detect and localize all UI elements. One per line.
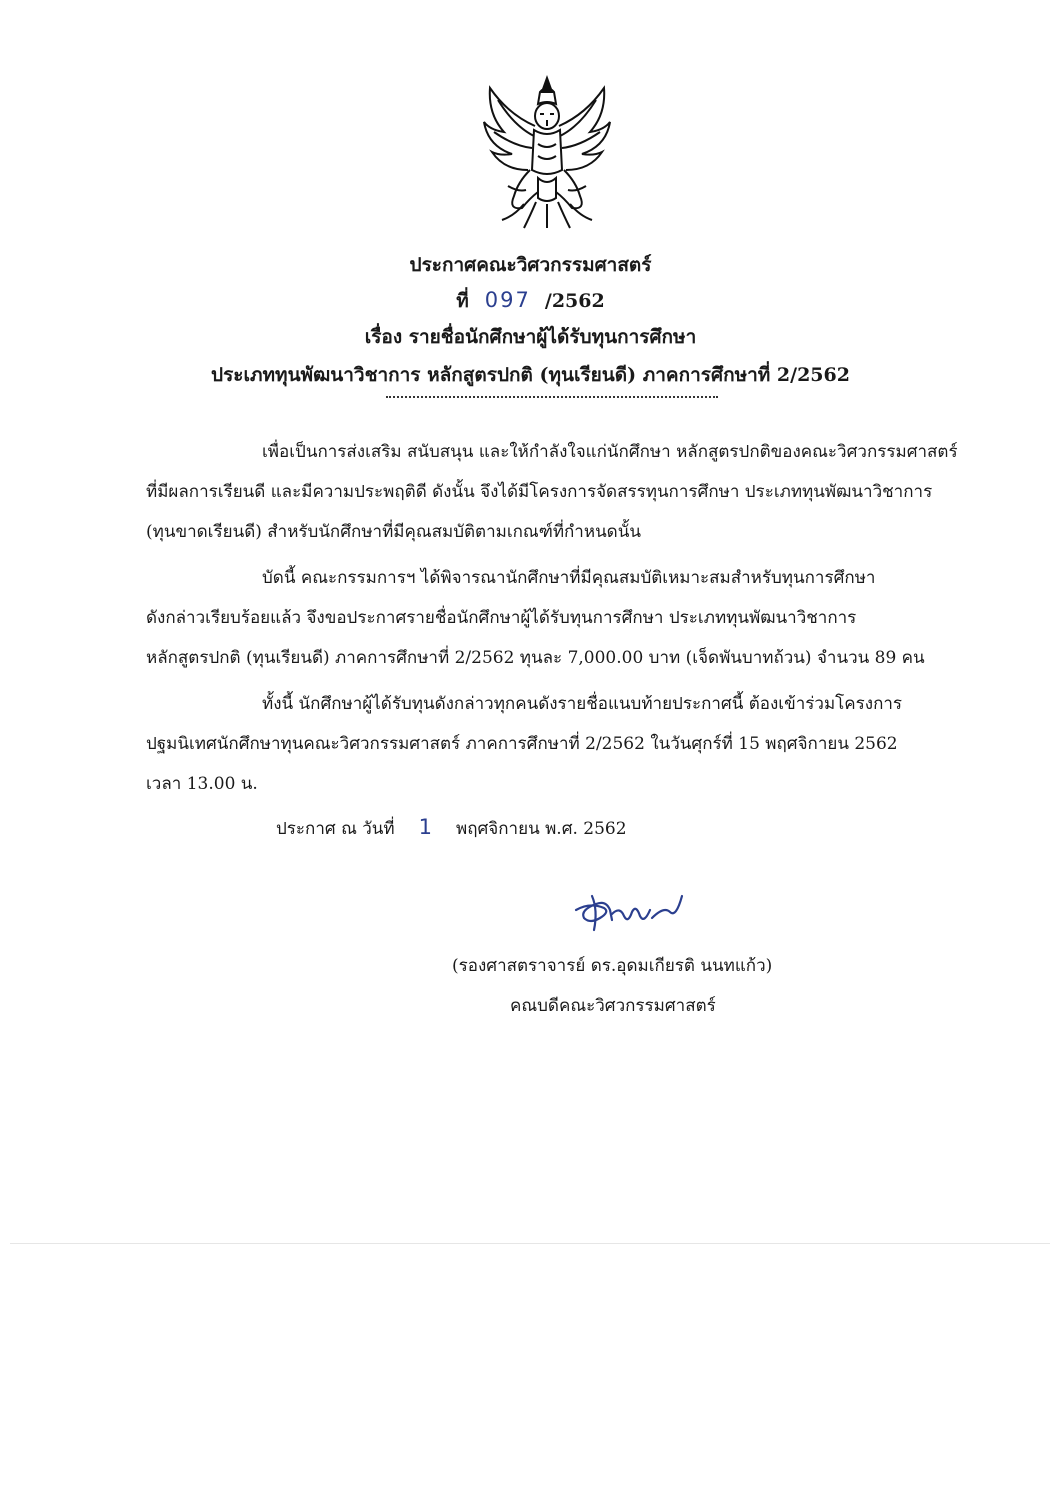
paragraph-3-line-3: เวลา 13.00 น. bbox=[146, 774, 258, 794]
subject-line: เรื่อง รายชื่อนักศึกษาผู้ได้รับทุนการศึกษา bbox=[364, 326, 697, 348]
garuda-emblem-icon bbox=[478, 74, 616, 232]
paragraph-2-line-2: ดังกล่าวเรียบร้อยแล้ว จึงขอประกาศรายชื่อนักศึกษาผู้ได้รับทุนการศึกษา ประเภททุนพัฒนาวิชาการ bbox=[146, 608, 857, 628]
paragraph-3-line-1: ทั้งนี้ นักศึกษาผู้ได้รับทุนดังกล่าวทุกคนดังรายชื่อแนบท้ายประกาศนี้ ต้องเข้าร่วมโครงการ bbox=[262, 694, 903, 714]
date-month-year: พฤศจิกายน พ.ศ. 2562 bbox=[456, 819, 627, 839]
subject-line-2: ประเภททุนพัฒนาวิชาการ หลักสูตรปกติ (ทุนเรียนดี) ภาคการศึกษาที่ 2/2562 bbox=[211, 364, 850, 386]
announcement-title: ประกาศคณะวิศวกรรมศาสตร์ bbox=[409, 254, 652, 276]
handwritten-day: 1 bbox=[418, 815, 433, 839]
signature-icon bbox=[570, 888, 686, 938]
handwritten-number: 097 bbox=[484, 288, 531, 312]
dotted-divider bbox=[386, 396, 718, 398]
announcement-number bbox=[0, 286, 1061, 316]
date-prefix: ประกาศ ณ วันที่ bbox=[276, 819, 395, 839]
paragraph-2-line-3: หลักสูตรปกติ (ทุนเรียนดี) ภาคการศึกษาที่ 2/2562 ทุนละ 7,000.00 บาท (เจ็ดพันบาทถ้วน) จำนวน 89 คน bbox=[146, 648, 925, 668]
paragraph-3-line-2: ปฐมนิเทศนักศึกษาทุนคณะวิศวกรรมศาสตร์ ภาคการศึกษาที่ 2/2562 ในวันศุกร์ที่ 15 พฤศจิกายน 2562 bbox=[146, 734, 898, 754]
paragraph-1-line-3: (ทุนขาดเรียนดี) สำหรับนักศึกษาที่มีคุณสมบัติตามเกณฑ์ที่กำหนดนั้น bbox=[146, 522, 641, 542]
paragraph-1-line-2: ที่มีผลการเรียนดี และมีความประพฤติดี ดังนั้น จึงได้มีโครงการจัดสรรทุนการศึกษา ประเภททุนพัฒนาวิชาการ bbox=[146, 482, 933, 502]
paragraph-1-line-1: เพื่อเป็นการส่งเสริม สนับสนุน และให้กำลังใจแก่นักศึกษา หลักสูตรปกติของคณะวิศวกรรมศาสตร์ bbox=[262, 442, 958, 462]
number-suffix: /2562 bbox=[544, 290, 605, 312]
scan-edge-line bbox=[10, 1243, 1050, 1244]
announcement-date bbox=[276, 815, 627, 842]
signer-name: (รองศาสตราจารย์ ดร.อุดมเกียรติ นนทแก้ว) bbox=[452, 956, 773, 976]
number-prefix: ที่ bbox=[456, 290, 469, 312]
paragraph-2-line-1: บัดนี้ คณะกรรมการฯ ได้พิจารณานักศึกษาที่มีคุณสมบัติเหมาะสมสำหรับทุนการศึกษา bbox=[262, 568, 876, 588]
signer-title: คณบดีคณะวิศวกรรมศาสตร์ bbox=[510, 996, 716, 1016]
